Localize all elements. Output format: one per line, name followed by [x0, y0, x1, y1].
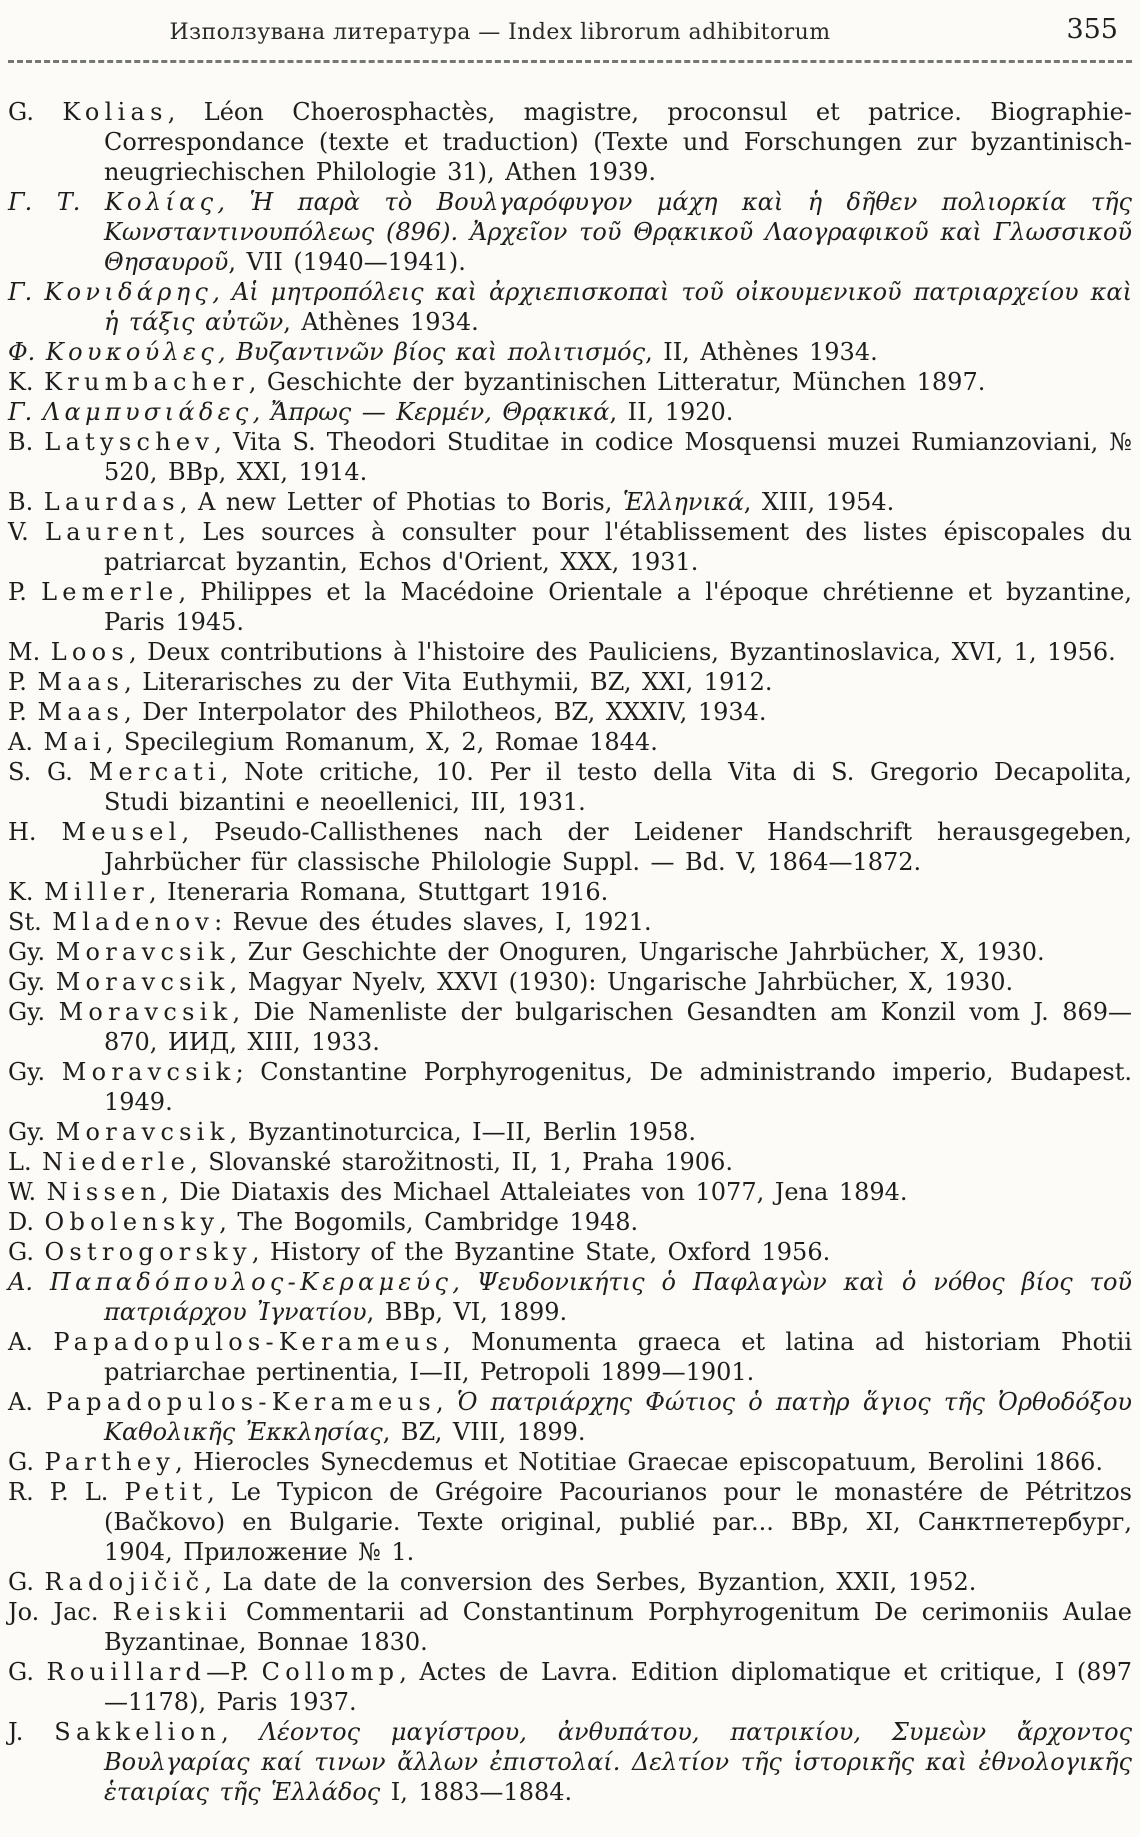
entry-segment: Gy. — [8, 1058, 62, 1086]
bibliography-entry — [8, 907, 1132, 937]
entry-segment: Niederle — [42, 1148, 191, 1176]
entry-segment: , — [452, 1268, 477, 1296]
entry-segment: , II, Athènes 1934. — [645, 338, 878, 366]
entry-segment: , Monumenta graeca et latina ad historiam Photii patriarchae pertinentia, I—II, Petropoli 1899—1901. — [104, 1328, 1132, 1386]
bibliography-entry — [8, 577, 1132, 637]
entry-segment: Mercati — [88, 758, 221, 786]
entry-segment: Κολίας — [104, 188, 218, 216]
entry-segment: Collomp — [261, 1658, 400, 1686]
entry-segment: , — [221, 1718, 260, 1746]
entry-segment: Moravcsik — [55, 938, 230, 966]
entry-segment: , BZ, VIII, 1899. — [382, 1418, 586, 1446]
entry-segment: Obolensky — [44, 1208, 220, 1236]
entry-segment: , Zur Geschichte der Onoguren, Ungarische Jahrbücher, X, 1930. — [229, 938, 1045, 966]
bibliography-entry — [8, 337, 1132, 367]
entry-segment: , BBp, VI, 1899. — [366, 1298, 568, 1326]
entry-segment: , Vita S. Theodori Studitae in codice Mosquensi muzei Rumianzoviani, № 520, BBp, XXI, 1914. — [104, 428, 1132, 486]
bibliography-entry — [8, 817, 1132, 877]
entry-segment: , Le Typicon de Grégoire Pacourianos pour le monastére de Pétritzos (Bačkovo) en Bulgarie. Texte original, publié par... BBp, XI, Санктпетербург, 1904, Приложение № 1. — [104, 1478, 1132, 1566]
bibliography-entry — [8, 1597, 1132, 1657]
bibliography-entry — [8, 967, 1132, 997]
entry-segment: Jo. Jac. — [8, 1598, 113, 1626]
bibliography-entry — [8, 667, 1132, 697]
entry-segment: , Die Namenliste der bulgarischen Gesandten am Konzil vom J. 869—870, ИИД, XIII, 1933. — [104, 998, 1132, 1056]
entry-segment: —P. — [206, 1658, 262, 1686]
entry-segment: , Magyar Nyelv, XXVI (1930): Ungarische Jahrbücher, X, 1930. — [229, 968, 1014, 996]
entry-segment: K. — [8, 878, 45, 906]
entry-segment: Παπαδόπουλος-Κεραμεύς — [49, 1268, 453, 1296]
entry-segment: Maas — [37, 668, 125, 696]
page-header — [8, 14, 1132, 58]
bibliography-entry — [8, 1267, 1132, 1327]
entry-segment: D. — [8, 1208, 45, 1236]
entry-segment: Miller — [44, 878, 150, 906]
entry-segment: Λαμπυσιάδες — [42, 398, 253, 426]
entry-segment: Mladenov — [52, 908, 215, 936]
entry-segment: Gy. — [8, 1118, 56, 1146]
entry-segment: A. — [8, 1328, 54, 1356]
entry-segment: Αἱ μητροπόλεις καὶ ἀρχιεπισκοπαὶ τοῦ οἰκουμενικοῦ πατριαρχείου καὶ ἡ τάξις αὐτῶν — [104, 278, 1132, 336]
entry-segment: , Slovanské starožitnosti, II, 1, Praha 1906. — [190, 1148, 733, 1176]
entry-segment: , XIII, 1954. — [743, 488, 895, 516]
entry-segment: , — [217, 188, 250, 216]
entry-segment: Φ. — [8, 338, 46, 366]
entry-segment: , Note critiche, 10. Per il testo della Vita di S. Gregorio Decapolita, Studi bizantini e neoellenici, III, 1931. — [104, 758, 1132, 816]
entry-segment: , Hierocles Synecdemus et Notitiae Graecae episcopatuum, Berolini 1866. — [175, 1448, 1104, 1476]
bibliography-entry — [8, 1567, 1132, 1597]
entry-segment: A. — [8, 1388, 47, 1416]
entry-segment: Maas — [37, 698, 125, 726]
entry-segment: Parthey — [44, 1448, 176, 1476]
entry-segment: Reiskii — [112, 1598, 232, 1626]
entry-segment: , Athènes 1934. — [283, 308, 479, 336]
bibliography-entry — [8, 1057, 1132, 1117]
entry-segment: , — [436, 1388, 457, 1416]
entry-segment: , II, 1920. — [609, 398, 734, 426]
entry-segment: Ostrogorsky — [44, 1238, 252, 1266]
bibliography-entry — [8, 727, 1132, 757]
entry-segment: Radojičič — [44, 1568, 205, 1596]
entry-segment: , La date de la conversion des Serbes, Byzantion, XXII, 1952. — [204, 1568, 977, 1596]
entry-segment: , Les sources à consulter pour l'établissement des listes épiscopales du patriarcat byzantin, Echos d'Orient, XXX, 1931. — [104, 518, 1132, 576]
entry-segment: Βυζαντινῶν βίος καὶ πολιτισμός — [236, 338, 646, 366]
entry-segment: , Specilegium Romanum, X, 2, Romae 1844. — [105, 728, 658, 756]
entry-segment: H. — [8, 818, 62, 846]
bibliography-entry — [8, 427, 1132, 487]
entry-segment: Lemerle — [41, 578, 179, 606]
entry-segment: W. — [8, 1178, 47, 1206]
bibliography-entry — [8, 1717, 1132, 1807]
entry-segment: Latyschev — [44, 428, 215, 456]
entry-segment: B. — [8, 428, 45, 456]
bibliography-entry — [8, 1657, 1132, 1717]
page-number: 355 — [1066, 14, 1118, 45]
bibliography-entry — [8, 397, 1132, 427]
running-title: Използувана литература — Index librorum adhibitorum — [169, 20, 831, 45]
entry-segment: Ἡ παρὰ τὸ Βουλγαρόφυγον μάχη καὶ ἡ δῆθεν πολιορκία τῆς Κωνσταντινουπόλεως (896). Ἀρχεῖον τοῦ Θρᾳκικοῦ Λαογραφικοῦ καὶ Γλωσσικοῦ Θησαυροῦ — [104, 188, 1132, 276]
entry-segment: L. — [8, 1148, 43, 1176]
entry-segment: S. G. — [8, 758, 89, 786]
entry-segment: Gy. — [8, 938, 56, 966]
entry-segment: Moravcsik — [55, 968, 230, 996]
entry-segment: K. — [8, 368, 45, 396]
entry-segment: : Revue des études slaves, I, 1921. — [214, 908, 652, 936]
entry-segment: , Literarisches zu der Vita Euthymii, BZ, XXI, 1912. — [124, 668, 773, 696]
bibliography-entry — [8, 1177, 1132, 1207]
bibliography-entry — [8, 637, 1132, 667]
entry-segment: Gy. — [8, 968, 56, 996]
entry-segment: A. — [8, 728, 44, 756]
entry-segment: Γ. — [8, 398, 43, 426]
bibliography-entry — [8, 1447, 1132, 1477]
entry-segment: Α. — [8, 1268, 50, 1296]
entry-segment: , A new Letter of Photias to Boris, — [179, 488, 623, 516]
entry-segment: Krumbacher — [44, 368, 249, 396]
entry-segment: G. — [8, 1568, 45, 1596]
entry-segment: R. P. L. — [8, 1478, 125, 1506]
entry-segment: , — [218, 338, 237, 366]
entry-segment: , VII (1940—1941). — [228, 248, 466, 276]
entry-segment: , — [252, 398, 271, 426]
bibliography-entry — [8, 487, 1132, 517]
entry-segment: , Geschichte der byzantinischen Litteratur, München 1897. — [248, 368, 986, 396]
bibliography-entry — [8, 757, 1132, 817]
entry-segment: Papadopulos-Kerameus — [53, 1328, 444, 1356]
entry-segment: , History of the Byzantine State, Oxford 1956. — [251, 1238, 831, 1266]
entry-segment: Moravcsik — [58, 998, 233, 1026]
bibliography-entry — [8, 97, 1132, 187]
entry-segment: Nissen — [46, 1178, 162, 1206]
entry-segment: G. — [8, 98, 63, 126]
entry-segment: Κονιδάρης — [44, 278, 213, 306]
entry-segment: St. — [8, 908, 53, 936]
entry-segment: I, 1883—1884. — [380, 1778, 573, 1806]
entry-segment: Moravcsik — [55, 1118, 230, 1146]
entry-segment: Sakkelion — [54, 1718, 222, 1746]
entry-segment: Laurent — [45, 518, 179, 546]
entry-segment: Ἄπρως — Κερμέν, Θρᾳκικά — [270, 398, 610, 426]
bibliography-entry — [8, 187, 1132, 277]
bibliography-entry — [8, 517, 1132, 577]
header-rule — [8, 60, 1132, 63]
entry-segment: J. — [8, 1718, 55, 1746]
entry-segment: , Léon Choerosphactès, magistre, proconsul et patrice. Biographie-Correspondance (texte et traduction) (Texte und Forschungen zur byzantinisch-neugriechischen Philologie 31), Athen 1939. — [104, 98, 1132, 186]
entry-segment: , Actes de Lavra. Edition diplomatique et critique, I (897—1178), Paris 1937. — [104, 1658, 1132, 1716]
entry-segment: Commentarii ad Constantinum Porphyrogenitum De cerimoniis Aulae Byzantinae, Bonnae 1830. — [104, 1598, 1133, 1656]
entry-segment: , The Bogomils, Cambridge 1948. — [219, 1208, 639, 1236]
entry-segment: Laurdas — [43, 488, 180, 516]
entry-segment: G. — [8, 1448, 45, 1476]
entry-segment: Ψευδονικήτις ὁ Παφλαγὼν καὶ ὁ νόθος βίος τοῦ πατριάρχου Ἰγνατίου — [104, 1268, 1132, 1326]
bibliography-entry — [8, 937, 1132, 967]
bibliography-entry — [8, 997, 1132, 1057]
bibliography-entry — [8, 877, 1132, 907]
bibliography-entry — [8, 1387, 1132, 1447]
bibliography-entry — [8, 1327, 1132, 1387]
entry-segment: , Philippes et la Macédoine Orientale a l'époque chrétienne et byzantine, Paris 1945. — [104, 578, 1132, 636]
entry-segment: Moravcsik — [61, 1058, 236, 1086]
bibliography-entry — [8, 1237, 1132, 1267]
bibliography-entry — [8, 1207, 1132, 1237]
entry-segment: G. — [8, 1238, 45, 1266]
entry-segment: , Der Interpolator des Philotheos, BZ, XXXIV, 1934. — [124, 698, 767, 726]
entry-segment: M. — [8, 638, 51, 666]
entry-segment: , Deux contributions à l'histoire des Pauliciens, Byzantinoslavica, XVI, 1, 1956. — [129, 638, 1116, 666]
entry-segment: Gy. — [8, 998, 59, 1026]
bibliography-entry — [8, 1477, 1132, 1567]
entry-segment: , Iteneraria Romana, Stuttgart 1916. — [149, 878, 609, 906]
entry-segment: Meusel — [61, 818, 182, 846]
entry-segment: , — [212, 278, 232, 306]
entry-segment: , Pseudo-Callisthenes nach der Leidener Handschrift herausgegeben, Jahrbücher für classische Philologie Suppl. — Bd. V, 1864—1872. — [104, 818, 1132, 876]
bibliography-entry — [8, 697, 1132, 727]
entry-segment: P. — [8, 668, 38, 696]
entry-segment: Κουκούλες — [45, 338, 218, 366]
entry-segment: Λέοντος μαγίστρου, ἀνθυπάτου, πατρικίου, Συμεὼν ἄρχοντος Βουλγαρίας καί τινων ἄλλων ἐπιστολαί. Δελτίον τῆς ἱστορικῆς καὶ ἐθνολογικῆς ἑταιρίας τῆς Ἑλλάδος — [104, 1718, 1133, 1806]
entry-segment: Loos — [50, 638, 129, 666]
entry-segment: , Die Diataxis des Michael Attaleiates von 1077, Jena 1894. — [161, 1178, 908, 1206]
bibliography-entry — [8, 1117, 1132, 1147]
entry-segment: Mai — [43, 728, 106, 756]
entry-segment: P. — [8, 698, 38, 726]
entry-segment: P. — [8, 578, 42, 606]
entry-segment: Kolias — [62, 98, 168, 126]
entry-segment: Papadopulos-Kerameus — [46, 1388, 436, 1416]
entry-segment: G. — [8, 1658, 47, 1686]
entry-segment: Petit — [124, 1478, 208, 1506]
bibliography-list — [8, 97, 1132, 1807]
entry-segment: Ἑλληνικά — [622, 488, 744, 516]
entry-segment: Ὁ πατριάρχης Φώτιος ὁ πατὴρ ἅγιος τῆς Ὀρθοδόξου Καθολικῆς Ἐκκλησίας — [104, 1388, 1133, 1446]
entry-segment: B. — [8, 488, 44, 516]
entry-segment: Rouillard — [46, 1658, 207, 1686]
entry-segment: V. — [8, 518, 46, 546]
bibliography-entry — [8, 1147, 1132, 1177]
entry-segment: Γ. — [8, 278, 45, 306]
bibliography-entry — [8, 367, 1132, 397]
entry-segment: ; Constantine Porphyrogenitus, De administrando imperio, Budapest. 1949. — [104, 1058, 1132, 1116]
entry-segment: Γ. Τ. — [8, 188, 105, 216]
bibliography-entry — [8, 277, 1132, 337]
entry-segment: , Byzantinoturcica, I—II, Berlin 1958. — [229, 1118, 697, 1146]
